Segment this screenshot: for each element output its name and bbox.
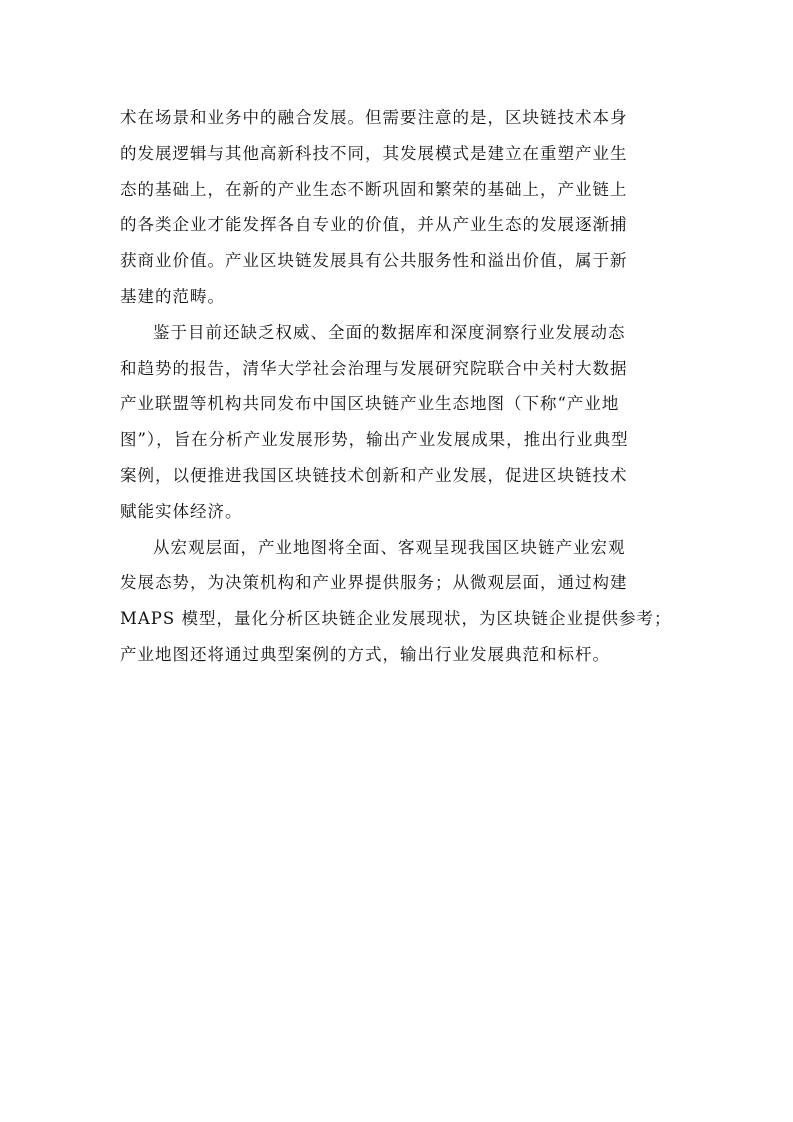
text-line: 的发展逻辑与其他高新科技不同，其发展模式是建立在重塑产业生 <box>120 143 628 163</box>
text-line: MAPS 模型，量化分析区块链企业发展现状，为区块链企业提供参考； <box>120 609 672 629</box>
paragraph-1 <box>120 100 680 315</box>
text-line: 发展态势，为决策机构和产业界提供服务；从微观层面，通过构建 <box>120 573 628 593</box>
text-line: 基建的范畴。 <box>120 286 225 306</box>
text-line: 态的基础上，在新的产业生态不断巩固和繁荣的基础上，产业链上 <box>120 179 628 199</box>
text-line: 的各类企业才能发挥各自专业的价值，并从产业生态的发展逐渐捕 <box>120 215 628 235</box>
text-line: 产业联盟等机构共同发布中国区块链产业生态地图（下称“产业地 <box>120 394 620 414</box>
text-line: 从宏观层面，产业地图将全面、客观呈现我国区块链产业宏观 <box>153 537 626 557</box>
text-line: 鉴于目前还缺乏权威、全面的数据库和深度洞察行业发展动态 <box>153 322 626 342</box>
text-line: 术在场景和业务中的融合发展。但需要注意的是，区块链技术本身 <box>120 108 628 127</box>
text-line: 产业地图还将通过典型案例的方式，输出行业发展典范和标杆。 <box>120 644 610 664</box>
body-text <box>120 100 680 673</box>
text-line: 案例，以便推进我国区块链技术创新和产业发展，促进区块链技术 <box>120 465 628 485</box>
text-line: 图”），旨在分析产业发展形势，输出产业发展成果，推出行业典型 <box>120 430 629 450</box>
paragraph-2 <box>120 315 680 530</box>
text-line: 获商业价值。产业区块链发展具有公共服务性和溢出价值，属于新 <box>120 251 628 271</box>
paragraph-3 <box>120 530 680 673</box>
text-line: 赋能实体经济。 <box>120 501 243 521</box>
text-line: 和趋势的报告，清华大学社会治理与发展研究院联合中关村大数据 <box>120 358 628 378</box>
